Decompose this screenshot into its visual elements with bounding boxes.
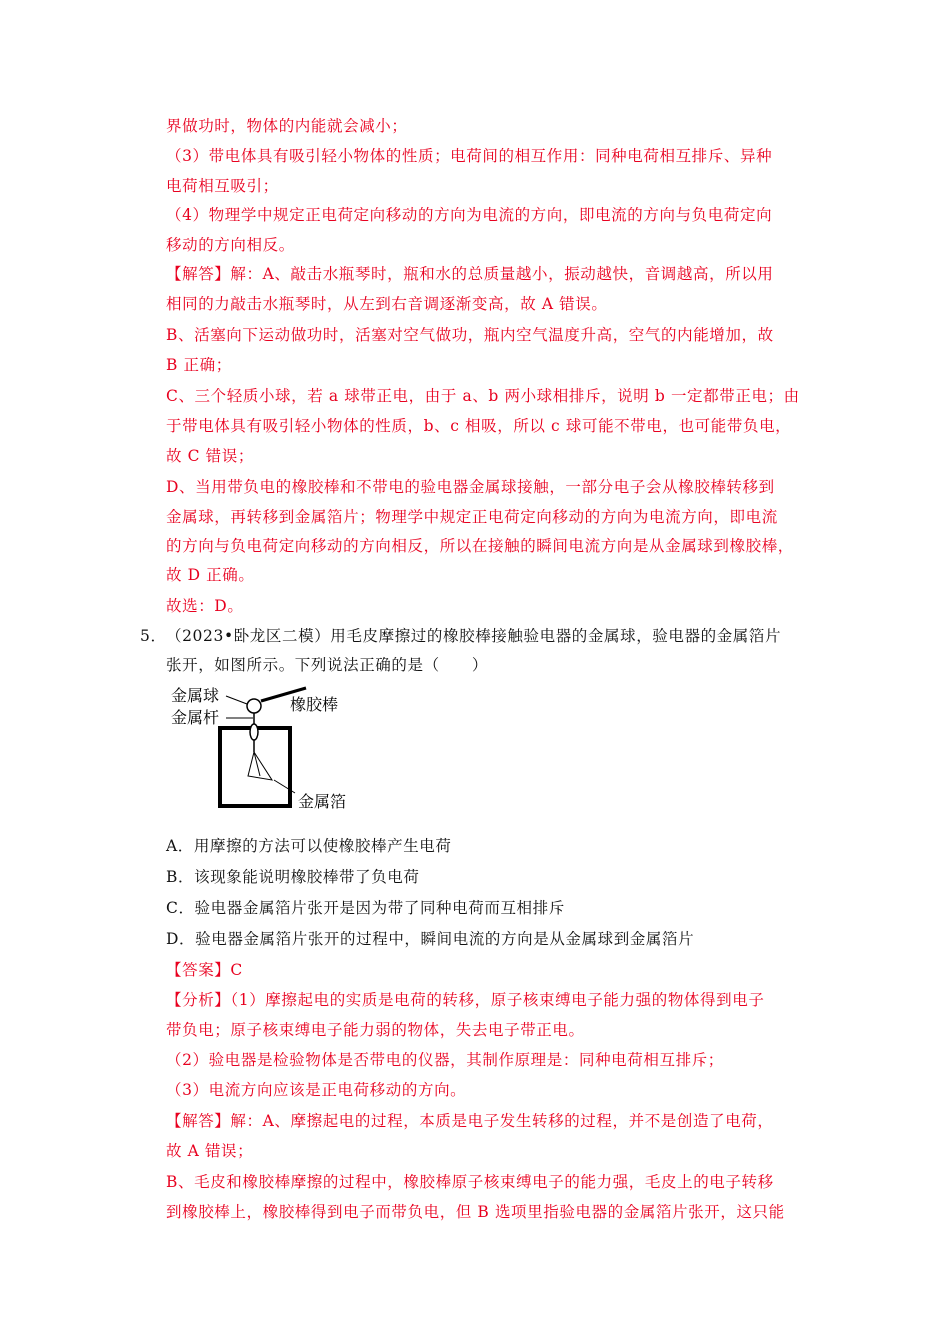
label-metal-ball: 金属球 bbox=[171, 686, 220, 705]
electroscope-figure bbox=[164, 684, 364, 816]
ball-pointer bbox=[226, 696, 247, 704]
analysis-line: 移动的方向相反。 bbox=[166, 236, 295, 254]
solution-line: B、毛皮和橡胶棒摩擦的过程中，橡胶棒原子核束缚电子的能力强，毛皮上的电子转移 bbox=[166, 1173, 774, 1191]
option-b: B．该现象能说明橡胶棒带了负电荷 bbox=[166, 868, 420, 886]
final-choice: 故选：D。 bbox=[166, 597, 244, 615]
stopper bbox=[250, 724, 258, 740]
solution-line: 故 C 错误； bbox=[166, 447, 254, 465]
question-stem-line: 张开，如图所示。下列说法正确的是（ ） bbox=[166, 656, 489, 674]
solution-line: 的方向与负电荷定向移动的方向相反，所以在接触的瞬间电流方向是从金属球到橡胶棒， bbox=[166, 537, 794, 555]
option-d: D．验电器金属箔片张开的过程中，瞬间电流的方向是从金属球到金属箔片 bbox=[166, 930, 695, 948]
solution-line: 到橡胶棒上，橡胶棒得到电子而带负电，但 B 选项里指验电器的金属箔片张开，这只能 bbox=[166, 1203, 785, 1221]
label-rubber-rod: 橡胶棒 bbox=[290, 695, 339, 714]
solution-line: B、活塞向下运动做功时，活塞对空气做功，瓶内空气温度升高，空气的内能增加，故 bbox=[166, 326, 774, 344]
option-a: A．用摩擦的方法可以使橡胶棒产生电荷 bbox=[166, 837, 452, 855]
analysis-line: （4）物理学中规定正电荷定向移动的方向为电流的方向，即电流的方向与负电荷定向 bbox=[166, 206, 773, 224]
label-metal-rod: 金属杆 bbox=[171, 708, 220, 727]
question-number: 5． bbox=[140, 627, 167, 645]
analysis-line: （3）带电体具有吸引轻小物体的性质；电荷间的相互作用：同种电荷相互排斥、异种 bbox=[166, 147, 773, 165]
label-metal-foil: 金属箔 bbox=[298, 792, 347, 811]
analysis-line: 界做功时，物体的内能就会减小； bbox=[166, 117, 408, 135]
solution-line: 【解答】解：A、摩擦起电的过程，本质是电子发生转移的过程，并不是创造了电荷， bbox=[166, 1112, 774, 1130]
solution-line: 于带电体具有吸引轻小物体的性质，b、c 相吸，所以 c 球可能不带电，也可能带负电， bbox=[166, 417, 792, 435]
solution-line: C、三个轻质小球，若 a 球带正电，由于 a、b 两小球相排斥，说明 b 一定都带正电；由 bbox=[166, 387, 800, 405]
analysis-line: 电荷相互吸引； bbox=[166, 177, 279, 195]
solution-line: B 正确； bbox=[166, 356, 232, 374]
analysis-line: （3）电流方向应该是正电荷移动的方向。 bbox=[166, 1081, 467, 1099]
option-c: C．验电器金属箔片张开是因为带了同种电荷而互相排斥 bbox=[166, 899, 565, 917]
solution-line: 相同的力敲击水瓶琴时，从左到右音调逐渐变高，故 A 错误。 bbox=[166, 295, 608, 313]
solution-line: 【解答】解：A、敲击水瓶琴时，瓶和水的总质量越小，振动越快，音调越高，所以用 bbox=[166, 265, 774, 283]
metal-ball bbox=[247, 699, 261, 713]
solution-line: 金属球，再转移到金属箔片；物理学中规定正电荷定向移动的方向为电流方向，即电流 bbox=[166, 508, 778, 526]
question-stem-line: （2023•卧龙区二模）用毛皮摩擦过的橡胶棒接触验电器的金属球，验电器的金属箔片 bbox=[166, 627, 782, 645]
answer-line: 【答案】C bbox=[166, 961, 243, 979]
solution-line: D、当用带负电的橡胶棒和不带电的验电器金属球接触，一部分电子会从橡胶棒转移到 bbox=[166, 478, 775, 496]
analysis-line: 【分析】（1）摩擦起电的实质是电荷的转移，原子核束缚电子能力强的物体得到电子 bbox=[166, 991, 765, 1009]
analysis-line: 带负电；原子核束缚电子能力弱的物体，失去电子带正电。 bbox=[166, 1021, 585, 1039]
analysis-line: （2）验电器是检验物体是否带电的仪器，其制作原理是：同种电荷相互排斥； bbox=[166, 1051, 724, 1069]
solution-line: 故 A 错误； bbox=[166, 1142, 254, 1160]
solution-line: 故 D 正确。 bbox=[166, 566, 255, 584]
